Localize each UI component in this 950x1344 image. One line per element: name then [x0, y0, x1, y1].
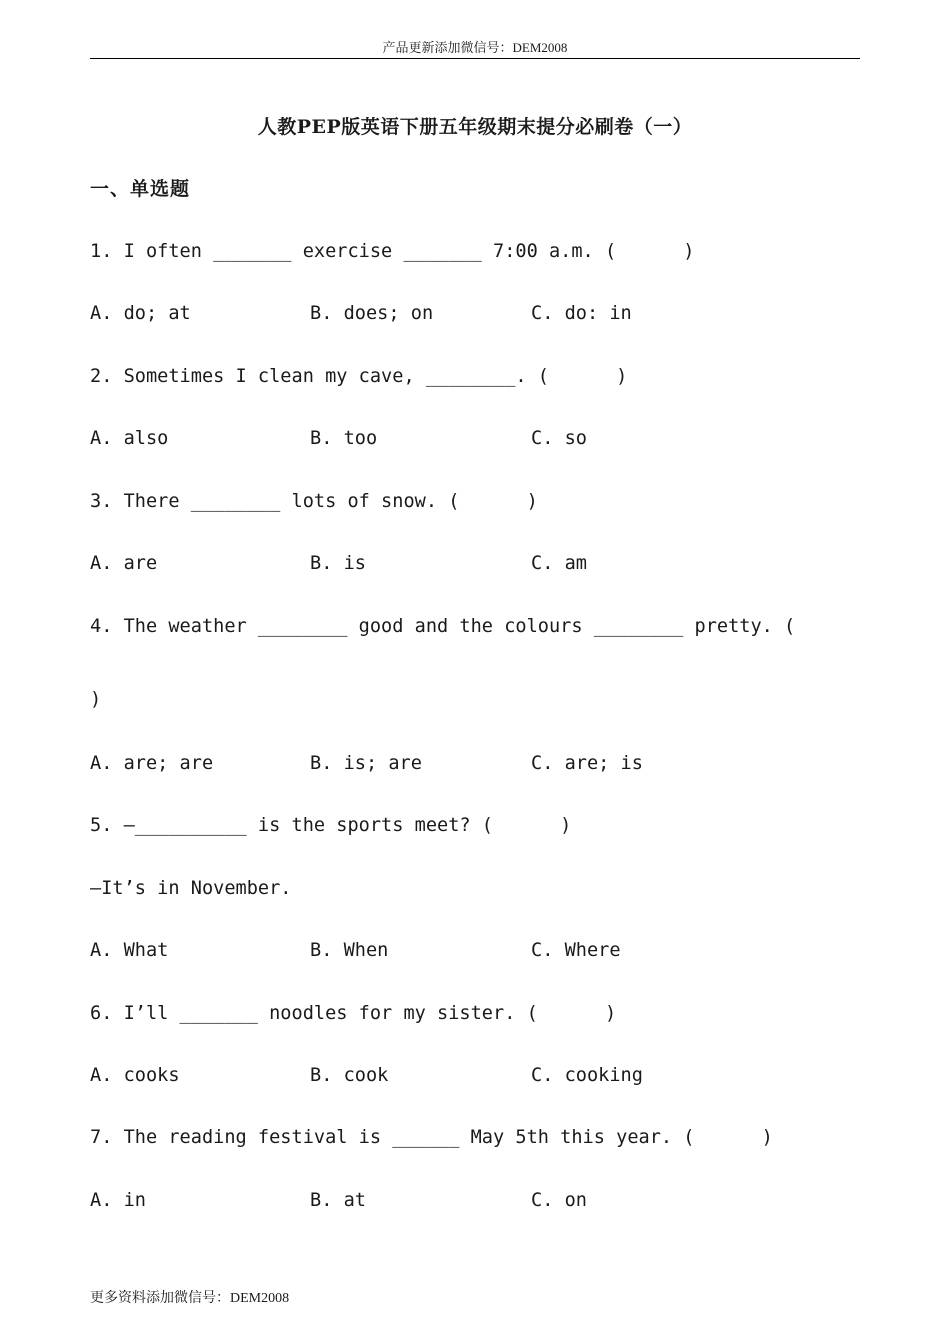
question-4-option-b: B. is; are [310, 753, 422, 774]
section-title: 一、单选题 [90, 178, 191, 200]
question-1-stem: 1. I often _______ exercise _______ 7:00 a.m. ( ) [90, 241, 695, 262]
question-2-option-a: A. also [90, 428, 169, 449]
page-footer: 更多资料添加微信号：DEM2008 [90, 1291, 290, 1306]
question-4-stem-continuation: ) [90, 689, 102, 710]
question-6-option-a: A. cooks [90, 1065, 180, 1086]
question-4-option-a: A. are; are [90, 753, 214, 774]
question-5-option-c: C. Where [531, 940, 621, 961]
question-5-option-b: B. When [310, 940, 389, 961]
question-3-stem: 3. There ________ lots of snow. ( ) [90, 491, 538, 512]
question-2-stem: 2. Sometimes I clean my cave, ________. ( ) [90, 366, 628, 387]
question-5-option-a: A. What [90, 940, 169, 961]
question-3-option-a: A. are [90, 553, 158, 574]
question-1-option-c: C. do: in [531, 303, 632, 324]
question-4-stem: 4. The weather ________ good and the colours ________ pretty. ( [90, 616, 796, 637]
question-6-option-b: B. cook [310, 1065, 389, 1086]
question-5-stem: 5. —__________ is the sports meet? ( ) [90, 815, 572, 836]
question-7-option-b: B. at [310, 1190, 366, 1211]
question-6-option-c: C. cooking [531, 1065, 643, 1086]
question-4-option-c: C. are; is [531, 753, 643, 774]
question-3-option-b: B. is [310, 553, 366, 574]
question-7-option-c: C. on [531, 1190, 587, 1211]
question-1-option-b: B. does; on [310, 303, 434, 324]
document-title: 人教PEP版英语下册五年级期末提分必刷卷（一） [257, 116, 693, 138]
question-7-option-a: A. in [90, 1190, 146, 1211]
question-7-stem: 7. The reading festival is ______ May 5th this year. ( ) [90, 1127, 773, 1148]
question-2-option-c: C. so [531, 428, 587, 449]
header-rule [90, 58, 860, 59]
question-1-option-a: A. do; at [90, 303, 191, 324]
question-3-option-c: C. am [531, 553, 587, 574]
page-header: 产品更新添加微信号：DEM2008 [382, 40, 568, 55]
question-6-stem: 6. I’ll _______ noodles for my sister. ( ) [90, 1003, 617, 1024]
question-5-answer-line: —It’s in November. [90, 878, 292, 899]
question-2-option-b: B. too [310, 428, 378, 449]
